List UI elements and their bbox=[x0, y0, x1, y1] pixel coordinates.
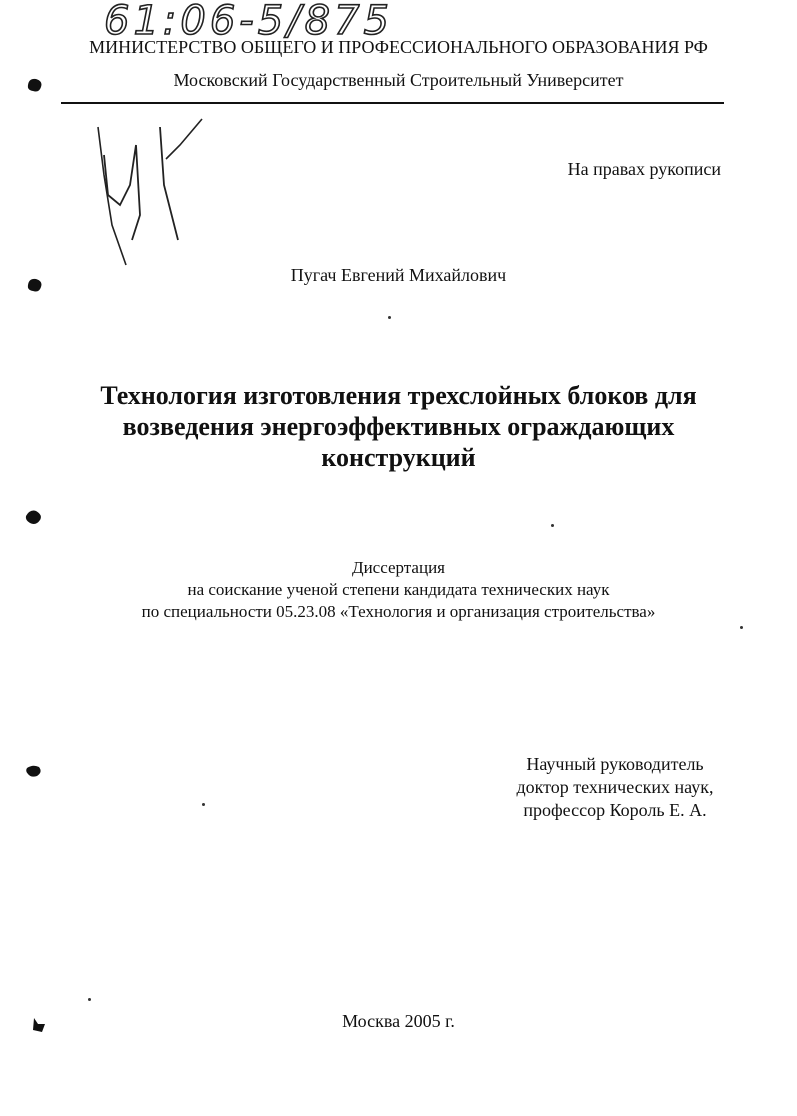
dissertation-description bbox=[0, 557, 797, 623]
supervisor-line: Научный руководитель bbox=[526, 754, 704, 774]
title-line: возведения энергоэффективных ограждающих bbox=[122, 412, 675, 441]
binding-hole-mark bbox=[26, 76, 44, 94]
handwritten-signature bbox=[90, 115, 210, 275]
dissertation-title bbox=[0, 380, 797, 473]
supervisor-line: доктор технических наук, bbox=[516, 777, 714, 797]
dissertation-line: по специальности 05.23.08 «Технология и организация строительства» bbox=[141, 602, 656, 621]
city-year: Москва 2005 г. bbox=[342, 1011, 455, 1031]
binding-hole-mark bbox=[30, 1016, 48, 1034]
scan-speck bbox=[551, 524, 554, 527]
supervisor-line: профессор Король Е. А. bbox=[523, 800, 707, 820]
scan-speck bbox=[740, 626, 743, 629]
university-name: Московский Государственный Строительный Университет bbox=[173, 70, 624, 90]
ministry-heading: МИНИСТЕРСТВО ОБЩЕГО И ПРОФЕССИОНАЛЬНОГО ОБРАЗОВАНИЯ РФ bbox=[89, 37, 708, 57]
author-name: Пугач Евгений Михайлович bbox=[290, 265, 507, 285]
scan-speck bbox=[88, 998, 91, 1001]
binding-hole-mark bbox=[26, 276, 44, 294]
supervisor-block bbox=[480, 753, 750, 822]
scan-speck bbox=[388, 316, 391, 319]
rights-notice: На правах рукописи bbox=[567, 159, 721, 179]
scan-speck bbox=[202, 803, 205, 806]
binding-hole-mark bbox=[25, 762, 43, 780]
binding-hole-mark bbox=[25, 508, 43, 526]
svg-text:61:06-5/875: 61:06-5/875 bbox=[104, 0, 393, 44]
title-line: конструкций bbox=[321, 443, 476, 472]
title-line: Технология изготовления трехслойных блоков для bbox=[100, 381, 697, 410]
header-divider bbox=[61, 102, 724, 104]
dissertation-line: на соискание ученой степени кандидата технических наук bbox=[187, 580, 610, 599]
dissertation-line: Диссертация bbox=[351, 558, 445, 577]
